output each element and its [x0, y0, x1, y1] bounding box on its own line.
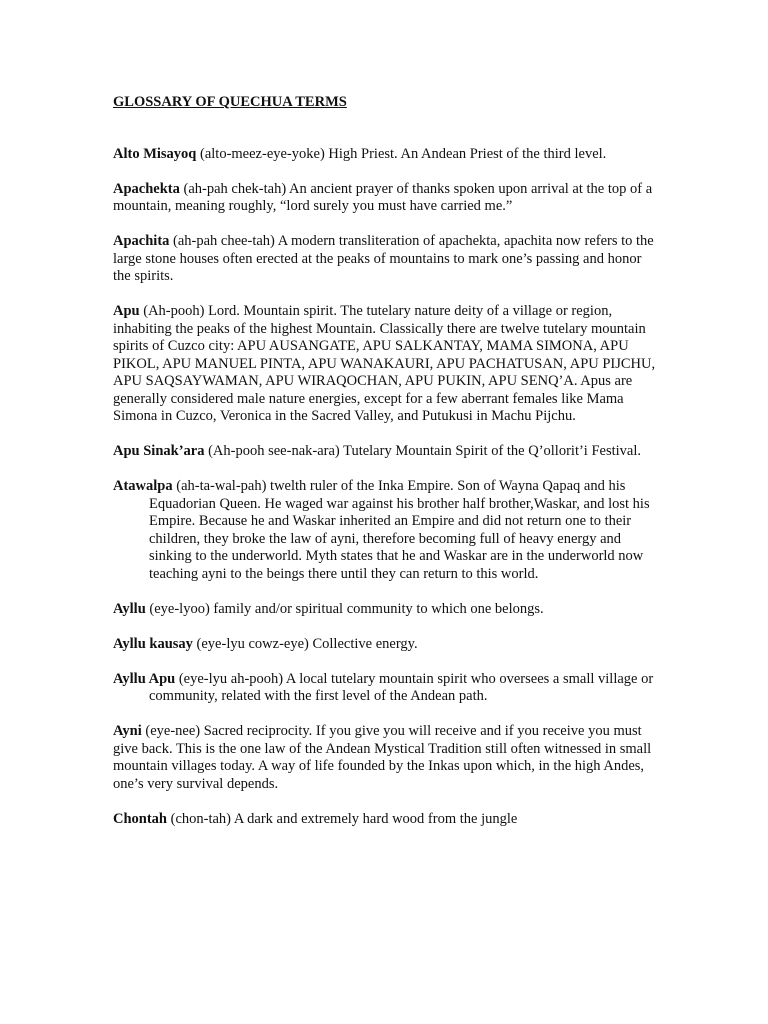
entry-definition: (alto-meez-eye-yoke) High Priest. An Andean Priest of the third level. [196, 145, 607, 162]
glossary-entry-apu-sinakara [113, 443, 658, 461]
entry-term: Ayllu kausay [113, 635, 193, 652]
glossary-entry-ayllu-kausay [113, 636, 658, 654]
entry-term: Atawalpa [113, 478, 173, 494]
entry-term: Ayllu Apu [113, 670, 176, 687]
entry-definition: (eye-lyu cowz-eye) Collective energy. [192, 635, 418, 652]
entry-term: Alto Misayoq [113, 145, 197, 162]
glossary-entry-alto-misayoq [113, 146, 658, 164]
glossary-entry-apachekta [113, 181, 658, 216]
glossary-entry-ayllu-apu [113, 671, 658, 706]
entry-term: Ayni [113, 723, 142, 739]
entry-term: Apachita [113, 233, 170, 249]
glossary-entry-ayllu [113, 601, 658, 619]
entry-term: Ayllu [113, 600, 146, 617]
entry-definition: (eye-lyu ah-pooh) A local tutelary mountain spirit who oversees a small village or community, related with the first level of the Andean path. [149, 670, 654, 704]
entry-term: Chontah [113, 810, 167, 827]
entry-definition: (ah-pah chek-tah) An ancient prayer of thanks spoken upon arrival at the top of a mountain, meaning roughly, “lord surely you must have carried me.” [113, 180, 653, 214]
glossary-entry-atawalpa [113, 478, 658, 583]
glossary-entry-chontah [113, 811, 658, 829]
entry-definition: (eye-lyoo) family and/or spiritual community to which one belongs. [145, 600, 544, 617]
glossary-entry-ayni [113, 723, 658, 793]
entry-definition: (ah-pah chee-tah) A modern transliteration of apachekta, apachita now refers to the large stone houses often erected at the peaks of mountains to mark one’s passing and honor the spirits. [113, 233, 654, 284]
entry-definition: (chon-tah) A dark and extremely hard wood from the jungle [167, 810, 518, 827]
glossary-entry-apu [113, 303, 658, 426]
entry-term: Apu [113, 303, 140, 319]
entry-definition: (Ah-pooh see-nak-ara) Tutelary Mountain Spirit of the Q’ollorit’i Festival. [204, 443, 641, 459]
entry-term: Apu Sinak’ara [113, 443, 205, 459]
glossary-page [113, 94, 658, 846]
entry-definition: (eye-nee) Sacred reciprocity. If you give you will receive and if you receive you must give back. This is the one law of the Andean Mystical Tradition still often witnessed in small mountain villages today. A way of life founded by the Inkas upon which, in the high Andes, one’s very survival depends. [113, 723, 652, 792]
page-title: GLOSSARY OF QUECHUA TERMS [113, 94, 347, 110]
entry-definition: (ah-ta-wal-pah) twelth ruler of the Inka Empire. Son of Wayna Qapaq and his Equadorian Queen. He waged war against his brother half brother,Waskar, and lost his Empire. Because he and Waskar inherited an Empire and did not return one to their children, they broke the law of ayni, therefore becoming full of heavy energy and sinking to the underworld. Myth states that he and Waskar are in the underworld now teaching ayni to the beings there until they can return to this world. [149, 478, 650, 582]
glossary-entry-apachita [113, 233, 658, 286]
entry-term: Apachekta [113, 180, 180, 197]
entry-definition: (Ah-pooh) Lord. Mountain spirit. The tutelary nature deity of a village or region, inhabiting the peaks of the highest Mountain. Classically there are twelve tutelary mountain spirits of Cuzco city: APU AUSANGATE, APU SALKANTAY, MAMA SIMONA, APU PIKOL, APU MANUEL PINTA, APU WANAKAURI, APU PACHATUSAN, APU PIJCHU, APU SAQSAYWAMAN, APU WIRAQOCHAN, APU PUKIN, APU SENQ’A. Apus are generally considered male nature energies, except for a few aberrant females like Mama Simona in Cuzco, Veronica in the Sacred Valley, and Putukusi in Machu Pijchu. [113, 303, 656, 424]
